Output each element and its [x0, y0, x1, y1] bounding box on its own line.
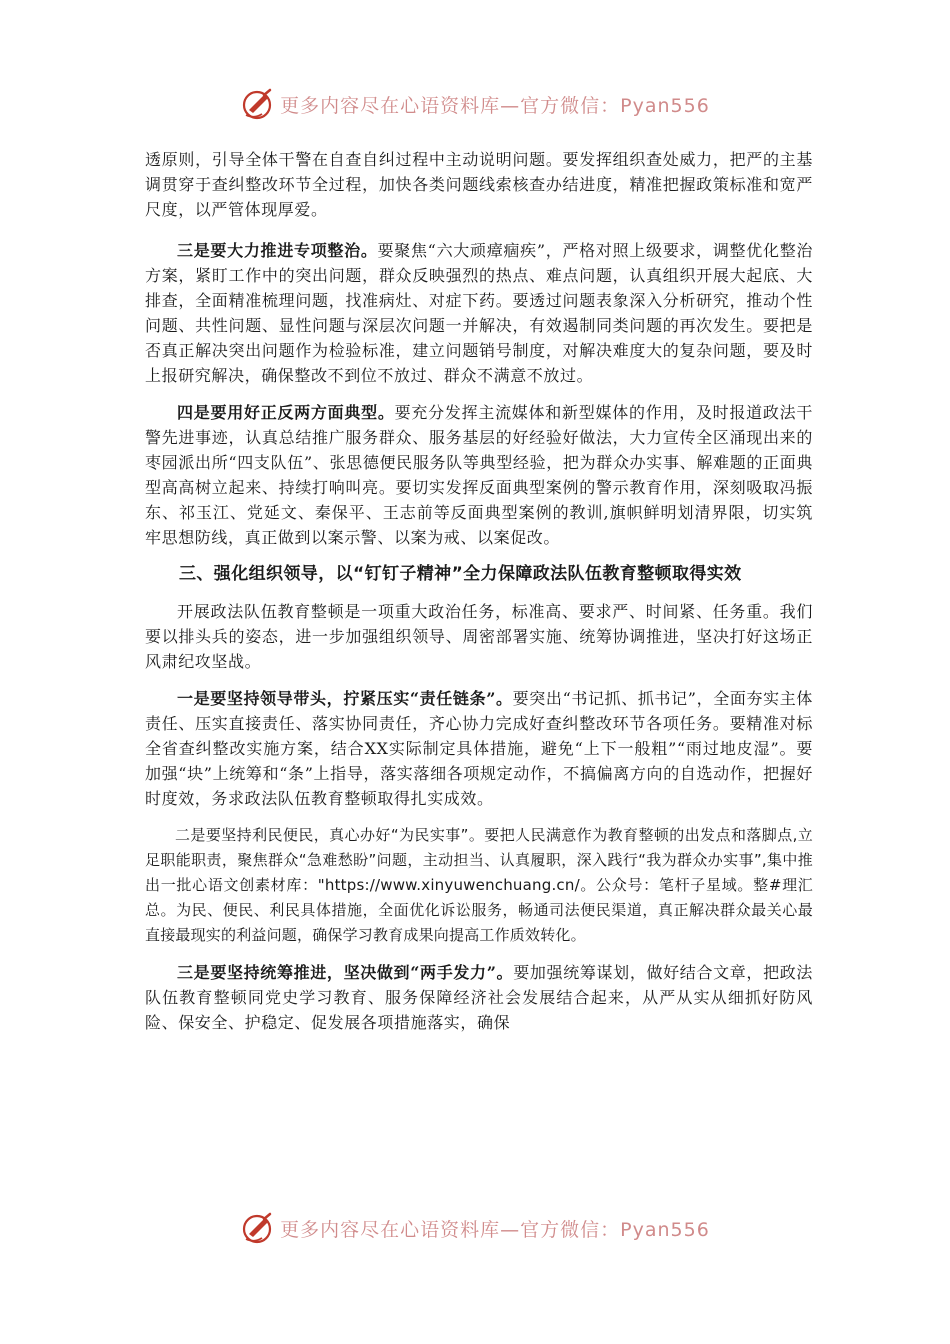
paragraph-body: 要聚焦“六大顽瘴痼疾”，严格对照上级要求，调整优化整治方案，紧盯工作中的突出问题，群众反映强烈的热点、难点问题，认真组织开展大起底、大排查，全面精准梳理问题，找准病灶、对症下药。要透过问题表象深入分析研究，推动个性问题、共性问题、显性问题与深层次问题一并解决，有效遏制同类问题的再次发生。要把是否真正解决突出问题作为检验标准，建立问题销号制度，对解决难度大的复杂问题，要及时上报研究解决，确保整改不到位不放过、群众不满意不放过。 [145, 241, 814, 385]
paragraph-body: 要充分发挥主流媒体和新型媒体的作用，及时报道政法干警先进事迹，认真总结推广服务群众、服务基层的好经验好做法，大力宣传全区涌现出来的枣园派出所“四支队伍”、张思德便民服务队等典型经验，把为群众办实事、解难题的正面典型高高树立起来、持续打响叫亮。要切实发挥反面典型案例的警示教育作用，深刻吸取冯振东、祁玉江、党延文、秦保平、王志前等反面典型案例的教训,旗帜鲜明划清界限，切实筑牢思想防线，真正做到以案示警、以案为戒、以案促改。 [145, 403, 813, 547]
paragraph-intro: 开展政法队伍教育整顿是一项重大政治任务，标准高、要求严、时间紧、任务重。我们要以排头兵的姿态，进一步加强组织领导、周密部署实施、统筹协调推进，坚决打好这场正风肃纪攻坚战。 [145, 602, 813, 671]
paragraph-1: 透原则，引导全体干警在自查自纠过程中主动说明问题。要发挥组织查处威力，把严的主基调贯穿于查纠整改环节全过程，加快各类问题线索核查办结进度，精准把握政策标准和宽严尺度，以严管体现厚爱。 [145, 150, 813, 219]
red-pen-circle-logo-icon [240, 86, 276, 122]
paragraph-typical-cases [145, 400, 813, 550]
section-heading: 三、强化组织领导，以“钉钉子精神”全力保障政法队伍教育整顿取得实效 [179, 564, 742, 584]
paragraph-coordination [145, 960, 813, 1035]
red-pen-circle-logo-icon [240, 1210, 276, 1246]
header-banner [0, 84, 950, 124]
paragraph-people-first: 二是要坚持利民便民，真心办好“为民实事”。要把人民满意作为教育整顿的出发点和落脚点,立足职能职责，聚焦群众“急难愁盼”问题，主动担当、认真履职，深入践行“我为群众办实事”,集中推出一批心语文创素材库："https://www.xinyuwenchuang.cn/。公众号：笔杆子星域。整#理汇总。为民、便民、利民具体措施，全面优化诉讼服务，畅通司法便民渠道，真正解决群众最关心最直接最现实的利益问题，确保学习教育成果向提高工作质效转化。 [145, 826, 813, 944]
paragraph-special-rectification [145, 238, 813, 388]
paragraph-lead: 三是要坚持统筹推进，坚决做到“两手发力”。 [177, 963, 514, 982]
paragraph-lead: 一是要坚持领导带头，拧紧压实“责任链条”。 [177, 689, 513, 708]
banner-text: 更多内容尽在心语资料库—官方微信：Pyan556 [280, 1218, 710, 1241]
paragraph-leadership [145, 686, 813, 811]
paragraph-body: 要加强统筹谋划，做好结合文章，把政法队伍教育整顿同党史学习教育、服务保障经济社会发展结合起来，从严从实从细抓好防风险、保安全、护稳定、促发展各项措施落实，确保 [145, 963, 813, 1032]
paragraph-lead: 三是要大力推进专项整治。 [177, 241, 378, 260]
footer-banner [0, 1208, 950, 1248]
paragraph-body: 要突出“书记抓、抓书记”，全面夯实主体责任、压实直接责任、落实协同责任，齐心协力完成好查纠整改环节各项任务。要精准对标全省查纠整改实施方案，结合XX实际制定具体措施，避免“上下一般粗”“雨过地皮湿”。要加强“块”上统筹和“条”上指导，落实落细各项规定动作，不搞偏离方向的自选动作，把握好时度效，务求政法队伍教育整顿取得扎实成效。 [145, 689, 813, 808]
paragraph-lead: 四是要用好正反两方面典型。 [177, 403, 395, 422]
document-body [145, 147, 813, 1047]
banner-text: 更多内容尽在心语资料库—官方微信：Pyan556 [280, 94, 710, 117]
